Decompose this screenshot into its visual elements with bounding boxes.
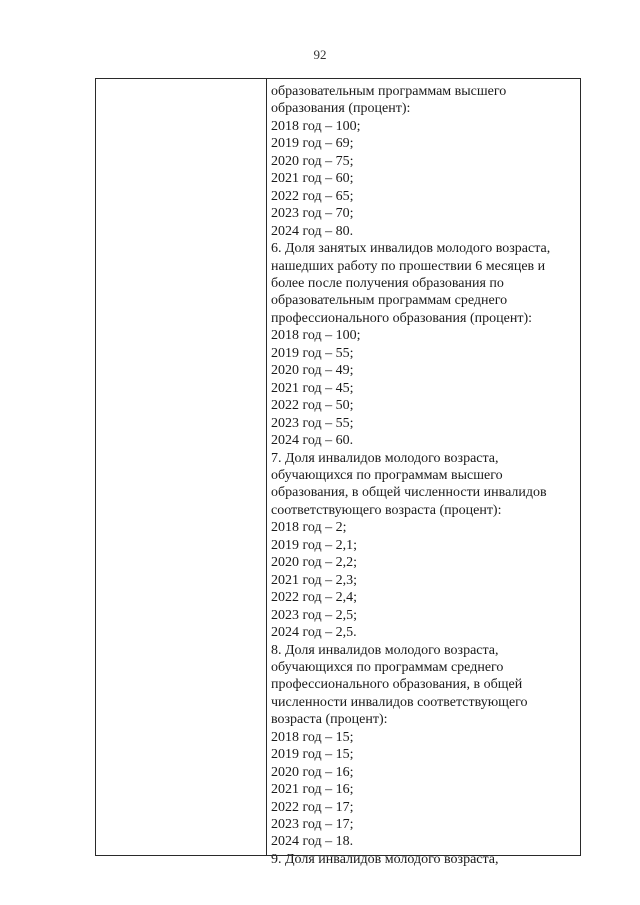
text-line: 2022 год – 2,4;	[271, 590, 358, 606]
text-line: 2022 год – 17;	[271, 799, 354, 815]
text-line: 2020 год – 49;	[271, 363, 354, 379]
text-line: 8. Доля инвалидов молодого возраста,	[271, 642, 499, 658]
text-line: 2018 год – 100;	[271, 118, 361, 134]
text-line: 2021 год – 2,3;	[271, 572, 358, 588]
text-line: 2019 год – 2,1;	[271, 537, 358, 553]
text-line: 2024 год – 2,5.	[271, 625, 357, 641]
page-number: 92	[313, 47, 327, 62]
text-line: 2023 год – 55;	[271, 415, 354, 431]
text-line: 2023 год – 2,5;	[271, 607, 358, 623]
text-line: 2022 год – 65;	[271, 188, 354, 204]
text-line: 2019 год – 55;	[271, 345, 354, 361]
text-line: 2021 год – 45;	[271, 380, 354, 396]
table-right-column	[271, 83, 577, 868]
table-left-column	[96, 79, 267, 855]
text-line: обучающихся по программам высшего	[271, 467, 503, 483]
text-line: нашедших работу по прошествии 6 месяцев и	[271, 258, 546, 274]
text-line: обучающихся по программам среднего	[271, 659, 504, 675]
text-line: профессионального образования, в общей	[271, 677, 523, 693]
text-line: 2020 год – 75;	[271, 153, 354, 169]
text-line: 2022 год – 50;	[271, 398, 354, 414]
text-line: образовательным программам высшего	[271, 84, 507, 99]
text-line: 2023 год – 17;	[271, 817, 354, 833]
text-line: 2020 год – 2,2;	[271, 555, 358, 571]
text-line: 2021 год – 16;	[271, 782, 354, 798]
text-line: 2024 год – 60.	[271, 433, 354, 449]
text-line: возраста (процент):	[271, 712, 388, 728]
text-line: образования, в общей численности инвалидов	[271, 485, 547, 501]
text-line: 2023 год – 70;	[271, 206, 354, 222]
document-table	[95, 78, 581, 867]
text-line: 7. Доля инвалидов молодого возраста,	[271, 450, 499, 466]
text-line: 2018 год – 15;	[271, 729, 354, 745]
text-line: образования (процент):	[271, 101, 411, 117]
text-line: профессионального образования (процент):	[271, 310, 533, 326]
text-line: 2020 год – 16;	[271, 764, 354, 780]
text-line: 6. Доля занятых инвалидов молодого возраста,	[271, 241, 551, 257]
text-line: 2019 год – 15;	[271, 747, 354, 763]
text-line: образовательным программам среднего	[271, 293, 508, 309]
text-line: соответствующего возраста (процент):	[271, 502, 502, 518]
text-line: более после получения образования по	[271, 275, 504, 291]
text-line: 2024 год – 18.	[271, 834, 354, 850]
text-line: 2019 год – 69;	[271, 136, 354, 152]
text-line: 2021 год – 60;	[271, 171, 354, 187]
text-line: 9. Доля инвалидов молодого возраста,	[271, 851, 499, 867]
text-line: 2024 год – 80.	[271, 223, 354, 239]
table-bottom-border	[95, 855, 581, 856]
text-line: 2018 год – 100;	[271, 328, 361, 344]
text-line: численности инвалидов соответствующего	[271, 694, 528, 710]
text-line: 2018 год – 2;	[271, 520, 347, 536]
